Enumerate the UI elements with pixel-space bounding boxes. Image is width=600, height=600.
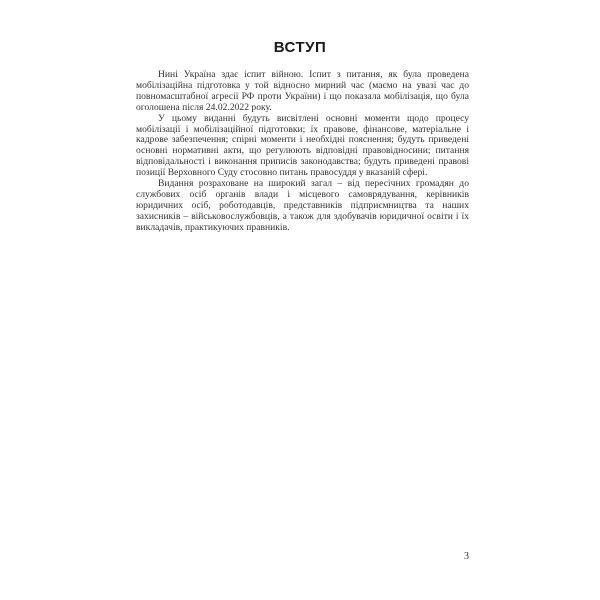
page-title: ВСТУП [273,39,327,56]
paragraph-2: У цьому виданні будуть висвітлені основні моменти щодо процесу мобілізації і мобілізаційної підготовки; їх правове, фінансове, матеріальне і кадрове забезпечення; спірні моменти і необхідні пояснення; будуть приведені основні нормативні акти, що регулюють відповідні правовідносини; питання відповідальності і виконання приписів законодавства; будуть приведені правові позиції Верховного Суду стосовно питань правосуддя у вказаній сфері. [136,112,469,179]
paragraph-1: Нині Україна здає іспит війною. Іспит з питання, як була проведена мобілізаційна підготовка у той відносно мирний час (маємо на увазі час до повномасштабної агресії РФ проти України) і що показала мобілізація, що була оголошена після 24.02.2022 року. [136,69,469,113]
body-text [136,70,469,234]
page-number: 3 [464,551,469,562]
paragraph-3: Видання розраховане на широкий загал – від пересічних громадян до службових осіб органів влади і місцевого самоврядування, керівників юридичних осіб, роботодавців, представників підприємництва та наших захисників – військовослужбовців, а також для здобувачів юридичної освіти і їх викладачів, практикуючих правників. [136,178,469,233]
